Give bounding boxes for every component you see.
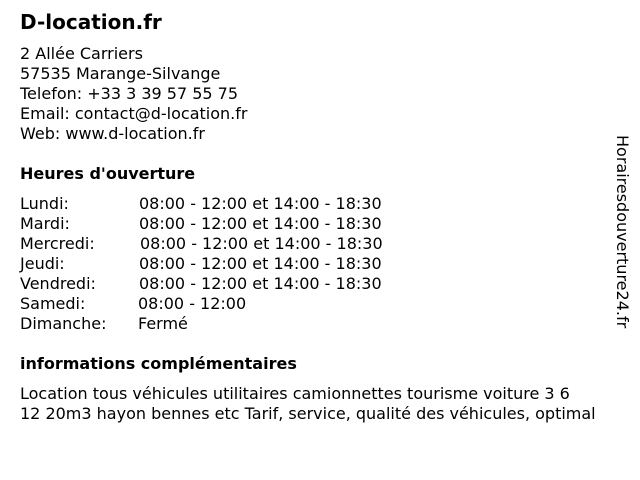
description-line-2: 12 20m3 hayon bennes etc Tarif, service, qualité des véhicules, optimal: [20, 404, 596, 423]
time-value: 08:00 - 12:00 et 14:00 - 18:30: [139, 274, 382, 293]
time-value: 08:00 - 12:00: [138, 294, 247, 313]
day-label: Mardi:: [20, 214, 70, 233]
city-postcode: 57535 Marange-Silvange: [20, 64, 221, 83]
day-label: Samedi:: [20, 294, 86, 313]
day-label: Dimanche:: [20, 314, 107, 333]
day-label: Jeudi:: [20, 254, 65, 273]
day-label: Lundi:: [20, 194, 69, 213]
opening-hours-heading: Heures d'ouverture: [20, 164, 196, 183]
time-value: 08:00 - 12:00 et 14:00 - 18:30: [140, 234, 383, 253]
business-description: [20, 384, 630, 424]
additional-info-heading: informations complémentaires: [20, 354, 297, 373]
time-value: Fermé: [138, 314, 188, 333]
day-label: Vendredi:: [20, 274, 96, 293]
day-label: Mercredi:: [20, 234, 95, 253]
website-link[interactable]: Web: www.d-location.fr: [20, 124, 205, 143]
email-address[interactable]: Email: contact@d-location.fr: [20, 104, 248, 123]
side-watermark: [612, 135, 632, 345]
time-value: 08:00 - 12:00 et 14:00 - 18:30: [139, 214, 382, 233]
description-line-1: Location tous véhicules utilitaires camionnettes tourisme voiture 3 6: [20, 384, 570, 403]
time-value: 08:00 - 12:00 et 14:00 - 18:30: [139, 194, 382, 213]
side-watermark-text: Horairesdouverture24.fr: [613, 135, 632, 329]
street-address: 2 Allée Carriers: [20, 44, 143, 63]
business-name: D-location.fr: [20, 10, 162, 34]
business-contact: [20, 44, 247, 144]
phone-number[interactable]: Telefon: +33 3 39 57 55 75: [20, 84, 239, 103]
time-value: 08:00 - 12:00 et 14:00 - 18:30: [139, 254, 382, 273]
